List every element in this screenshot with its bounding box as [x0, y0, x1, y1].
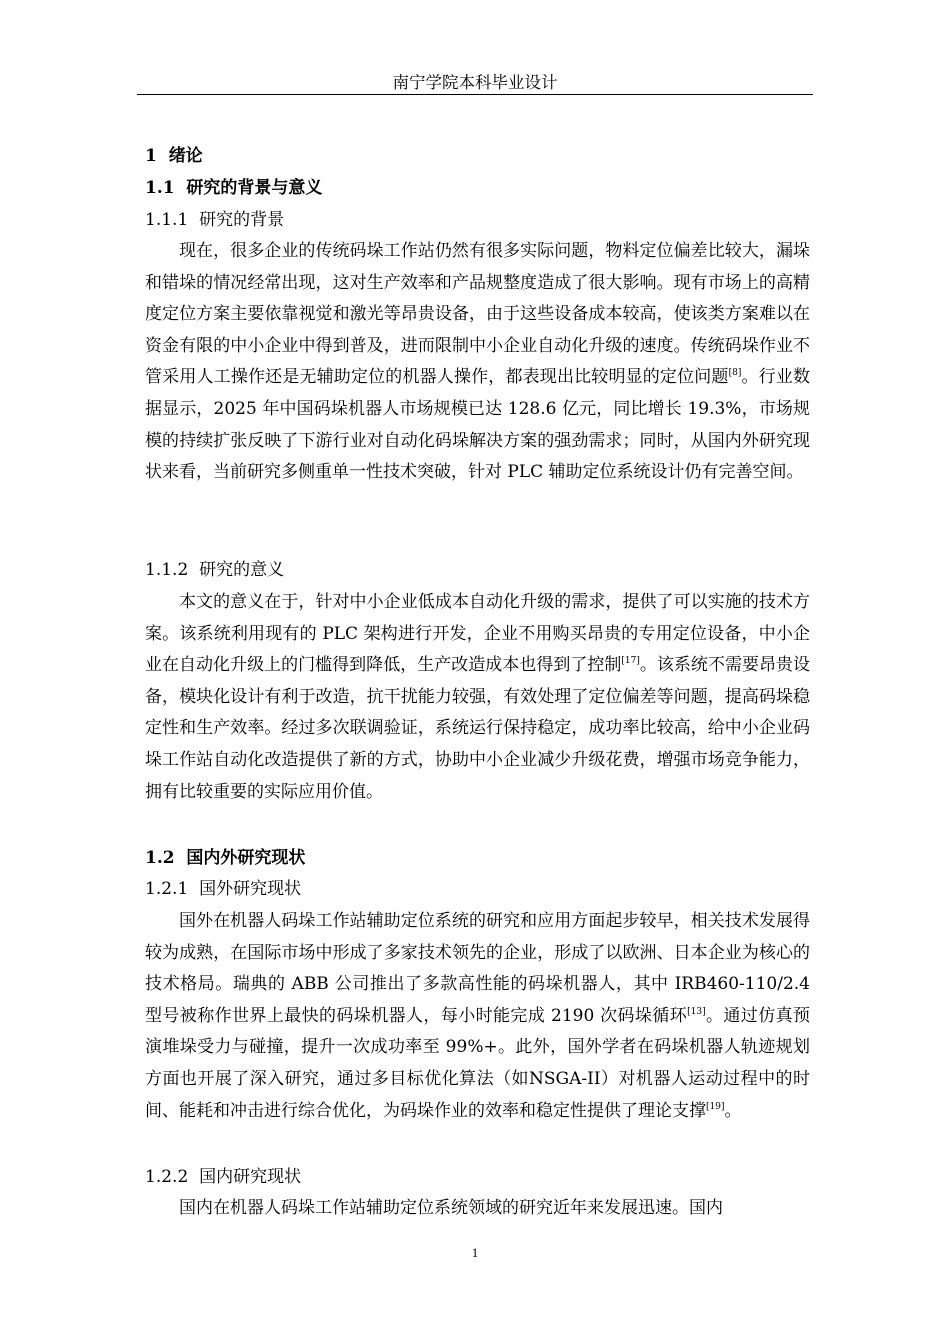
section-heading-1-2-1: [145, 875, 810, 903]
paragraph-text: 。该系统不需要昂贵设备，模块化设计有利于改造，抗干扰能力较强，有效处理了定位偏差等问题，提高码垛稳定性和生产效率。经过多次联调验证，系统运行保持稳定，成功率比较高，给中小企业码垛工作站自动化改造提供了新的方式，协助中小企业减少升级花费，增强市场竞争能力，拥有比较重要的实际应用价值。: [145, 655, 811, 802]
heading-title: 绪论: [168, 146, 203, 166]
citation-ref: [8]: [728, 368, 742, 379]
heading-title: 国外研究现状: [199, 879, 302, 899]
citation-ref: [19]: [706, 1101, 725, 1112]
heading-number: 1.1: [145, 178, 175, 198]
citation-ref: [17]: [621, 656, 640, 667]
paragraph-text: 。行业数据显示，2025 年中国码垛机器人市场规模已达 128.6 亿元，同比增长 19.3%，市场规模的持续扩张反映了下游行业对自动化码垛解决方案的强劲需求；同时，从国内外研究现状来看，当前研究多侧重单一性技术突破，针对 PLC 辅助定位系统设计仍有完善空间。: [145, 367, 811, 483]
paragraph-text: 。通过仿真预演堆垛受力与碰撞，提升一次成功率至 99%+。此外，国外学者在码垛机器人轨迹规划方面也开展了深入研究，通过多目标优化算法（如NSGA-II）对机器人运动过程中的时间、能耗和冲击进行综合优化，为码垛作业的效率和稳定性提供了理论支撑: [145, 1005, 811, 1121]
paragraph-foreign-research: [145, 906, 810, 1127]
section-heading-1-2: [145, 844, 810, 872]
paragraph-background: [145, 236, 810, 489]
heading-title: 国内研究现状: [199, 1167, 302, 1187]
paragraph-text: 现在，很多企业的传统码垛工作站仍然有很多实际问题，物料定位偏差比较大，漏垛和错垛的情况经常出现，这对生产效率和产品规整度造成了很大影响。现有市场上的高精度定位方案主要依靠视觉和激光等昂贵设备，由于这些设备成本较高，使该类方案难以在资金有限的中小企业中得到普及，进而限制中小企业自动化升级的速度。传统码垛作业不管采用人工操作还是无辅助定位的机器人操作，都表现出比较明显的定位问题: [145, 241, 810, 388]
heading-number: 1.2: [145, 848, 175, 868]
heading-number: 1: [145, 146, 157, 166]
section-heading-1: [145, 142, 810, 170]
section-heading-1-2-2: [145, 1163, 810, 1191]
paragraph-text: 国内在机器人码垛工作站辅助定位系统领域的研究近年来发展迅速。国内: [179, 1198, 723, 1218]
heading-number: 1.2.2: [145, 1167, 189, 1187]
heading-number: 1.2.1: [145, 879, 189, 899]
section-heading-1-1-2: [145, 556, 810, 584]
heading-title: 国内外研究现状: [186, 848, 306, 868]
running-header-title: 南宁学院本科毕业设计: [392, 73, 558, 92]
paragraph-significance: [145, 587, 810, 808]
page-number: 1: [471, 1245, 479, 1260]
paragraph-text: 本文的意义在于，针对中小企业低成本自动化升级的需求，提供了可以实施的技术方案。该系统利用现有的 PLC 架构进行开发，企业不用购买昂贵的专用定位设备，中小企业在自动化升级上的门槛得到降低，生产改造成本也得到了控制: [145, 592, 810, 676]
paragraph-text: 。: [724, 1100, 742, 1121]
heading-title: 研究的背景与意义: [186, 178, 323, 198]
section-heading-1-1-1: [145, 206, 810, 234]
section-heading-1-1: [145, 174, 810, 202]
heading-title: 研究的背景: [199, 210, 285, 230]
paragraph-domestic-research: [145, 1193, 810, 1225]
paragraph-text: 国外在机器人码垛工作站辅助定位系统的研究和应用方面起步较早，相关技术发展得较为成熟，在国际市场中形成了多家技术领先的企业，形成了以欧洲、日本企业为核心的技术格局。瑞典的 ABB 公司推出了多款高性能的码垛机器人，其中 IRB460-110/2.4 型号被称作世界上最快的码垛机器人，每小时能完成 2190 次码垛循环: [145, 911, 810, 1026]
header-divider: [137, 94, 813, 95]
heading-number: 1.1.2: [145, 560, 189, 580]
heading-number: 1.1.1: [145, 210, 189, 230]
heading-title: 研究的意义: [199, 560, 285, 580]
citation-ref: [13]: [687, 1006, 706, 1017]
